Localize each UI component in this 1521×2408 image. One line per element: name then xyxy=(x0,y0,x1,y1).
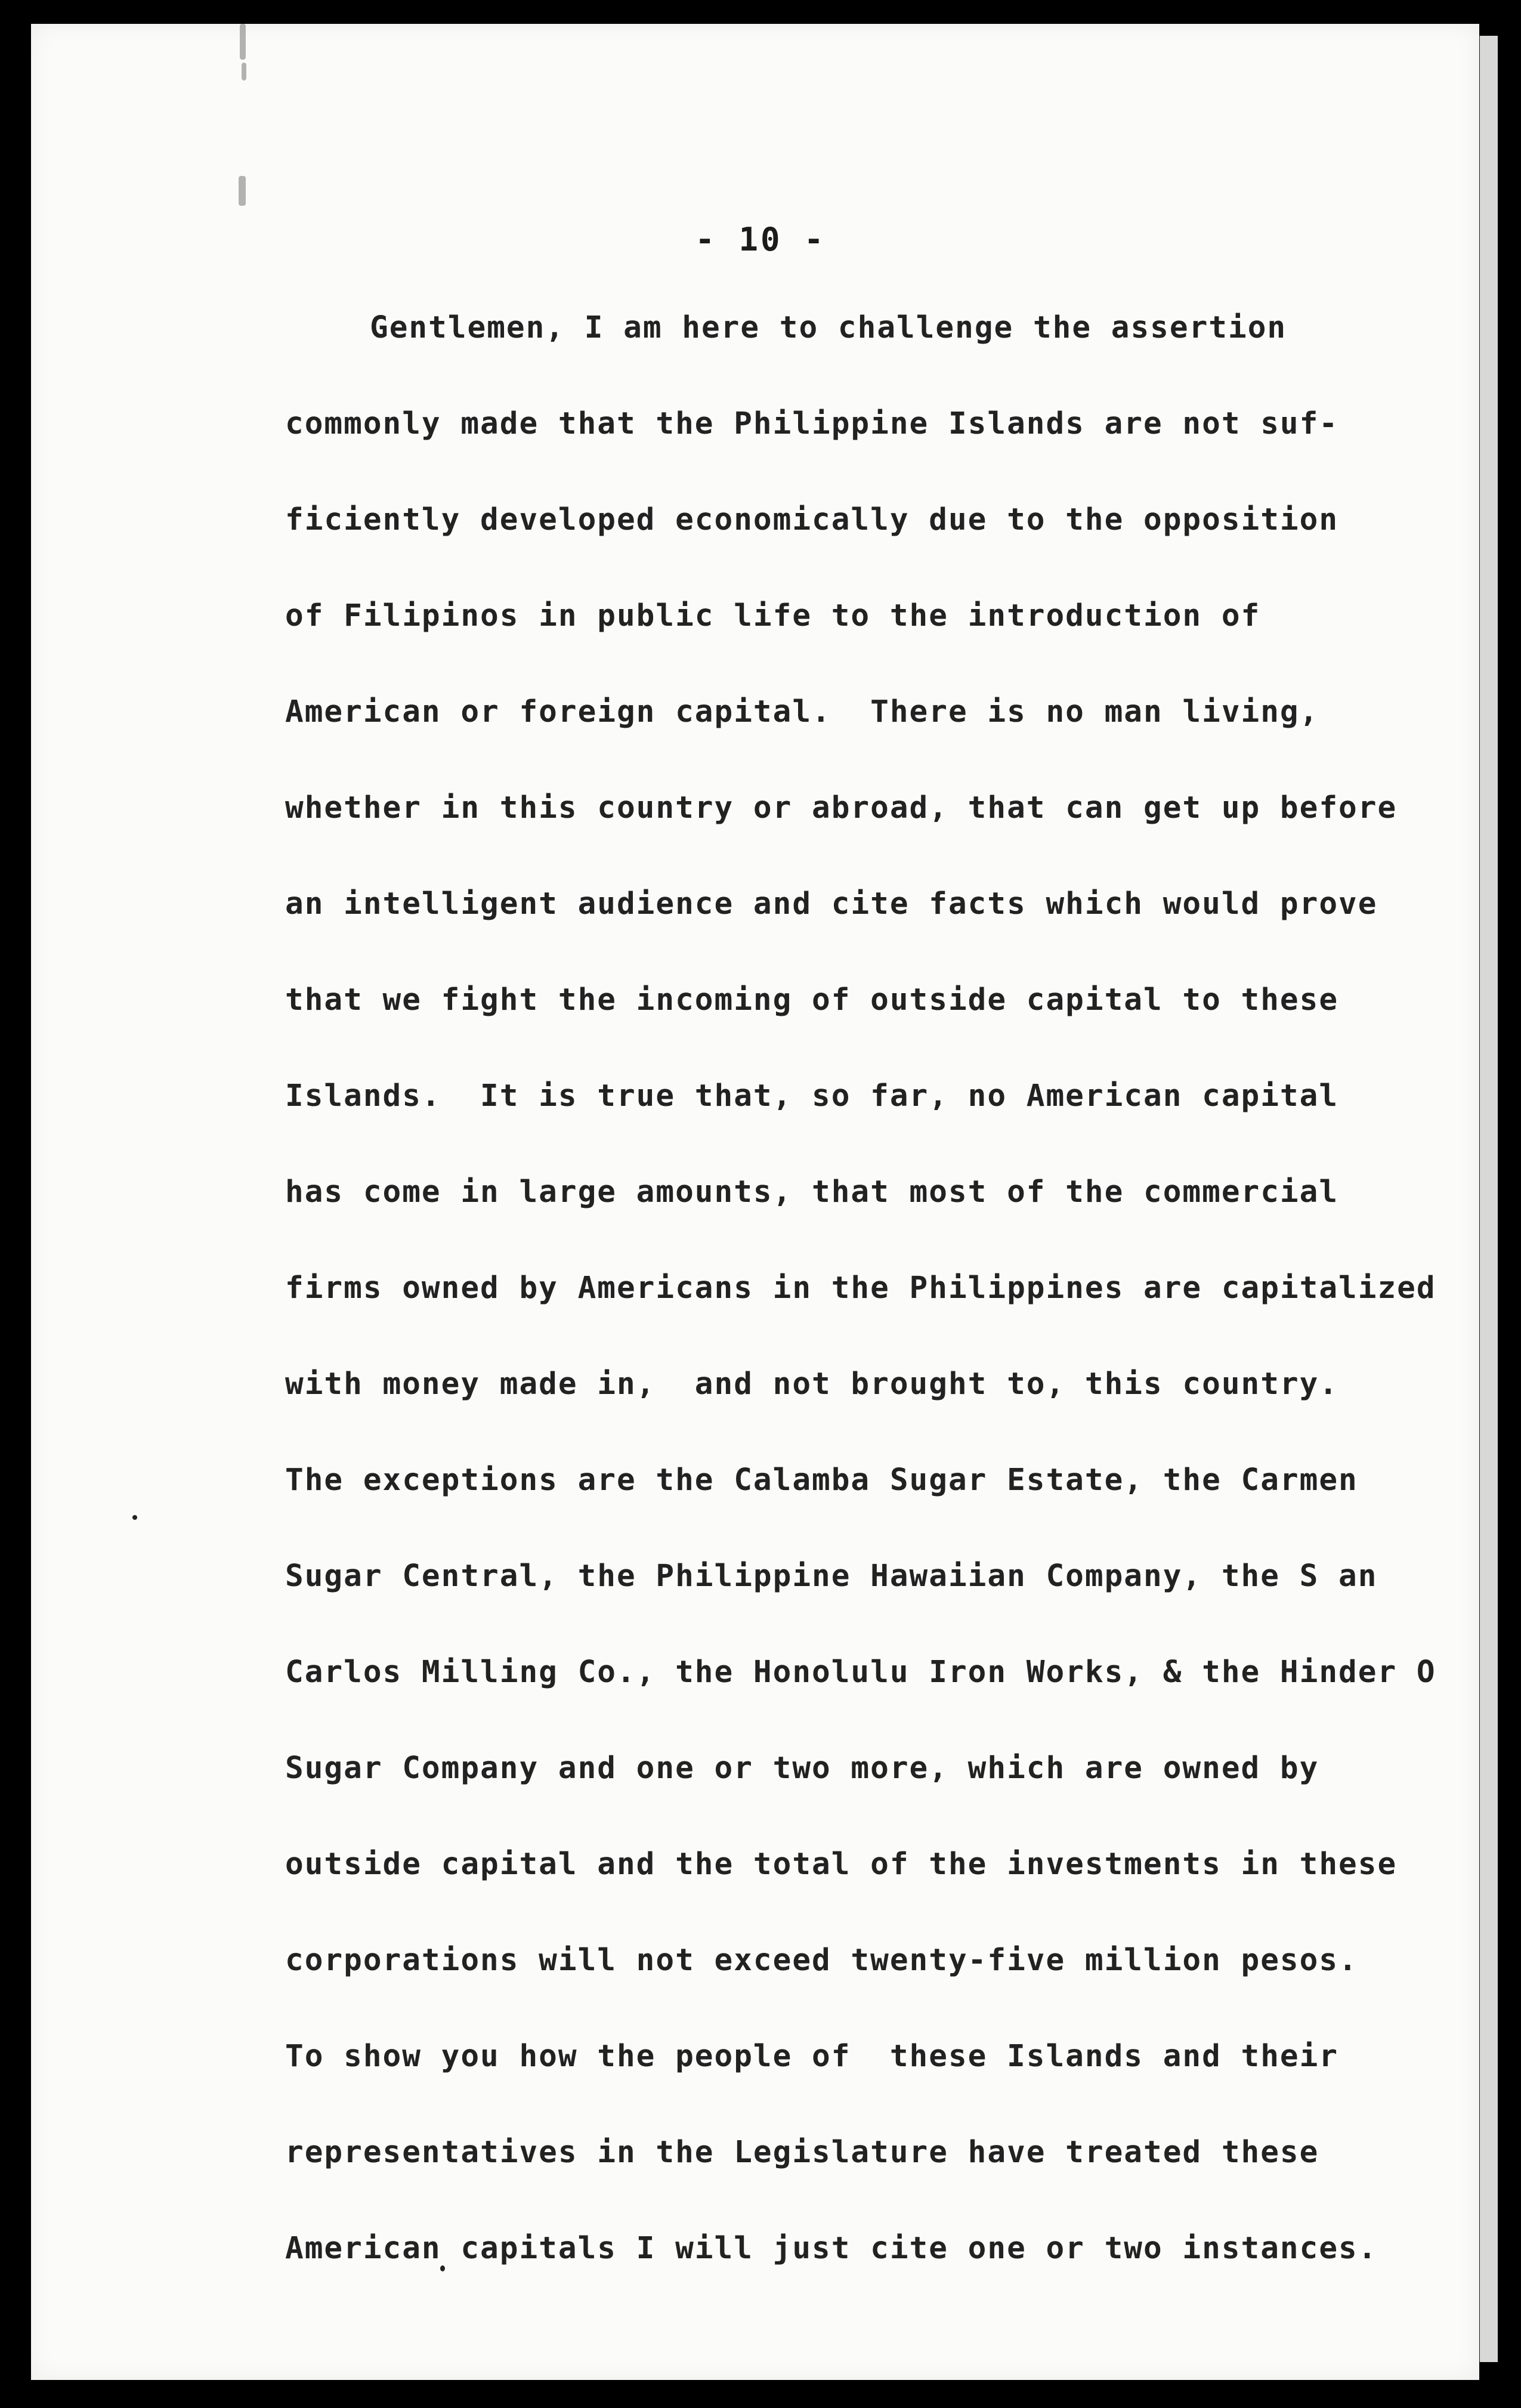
underlying-page-edge xyxy=(1478,36,1498,2362)
text-line: American capitals I will just cite one or two instances. xyxy=(285,2231,1378,2266)
text-line: corporations will not exceed twenty-five million pesos. xyxy=(285,1943,1358,1978)
text-line: The exceptions are the Calamba Sugar Estate, the Carmen xyxy=(285,1463,1358,1498)
binder-hole-mark xyxy=(242,63,246,81)
paper-speck xyxy=(132,1515,137,1520)
text-line: Sugar Central, the Philippine Hawaiian Company, the S an xyxy=(285,1559,1378,1594)
text-line: of Filipinos in public life to the introduction of xyxy=(285,598,1261,633)
typed-body-text xyxy=(285,310,1436,2327)
text-line: Sugar Company and one or two more, which are owned by xyxy=(285,1751,1319,1786)
text-line: representatives in the Legislature have treated these xyxy=(285,2135,1319,2170)
text-line: To show you how the people of these Islands and their xyxy=(285,2039,1339,2074)
text-line: firms owned by Americans in the Philippines are capitalized xyxy=(285,1271,1436,1306)
text-line: Gentlemen, I am here to challenge the assertion xyxy=(370,310,1287,345)
text-line: that we fight the incoming of outside capital to these xyxy=(285,982,1339,1018)
binder-hole-mark xyxy=(239,176,246,206)
text-line: an intelligent audience and cite facts which would prove xyxy=(285,886,1378,922)
text-line: whether in this country or abroad, that can get up before xyxy=(285,790,1398,826)
text-line: Islands. It is true that, so far, no American capital xyxy=(285,1078,1339,1114)
page-number: - 10 - xyxy=(695,221,826,258)
text-line: ficiently developed economically due to the opposition xyxy=(285,502,1339,537)
text-line: American or foreign capital. There is no man living, xyxy=(285,694,1319,729)
text-line: has come in large amounts, that most of the commercial xyxy=(285,1174,1339,1210)
text-line: with money made in, and not brought to, this country. xyxy=(285,1367,1339,1402)
binder-hole-mark xyxy=(240,24,246,60)
text-line: commonly made that the Philippine Islands are not suf- xyxy=(285,406,1339,441)
text-line: Carlos Milling Co., the Honolulu Iron Works, & the Hinder O xyxy=(285,1655,1436,1690)
text-line: outside capital and the total of the investments in these xyxy=(285,1847,1398,1882)
